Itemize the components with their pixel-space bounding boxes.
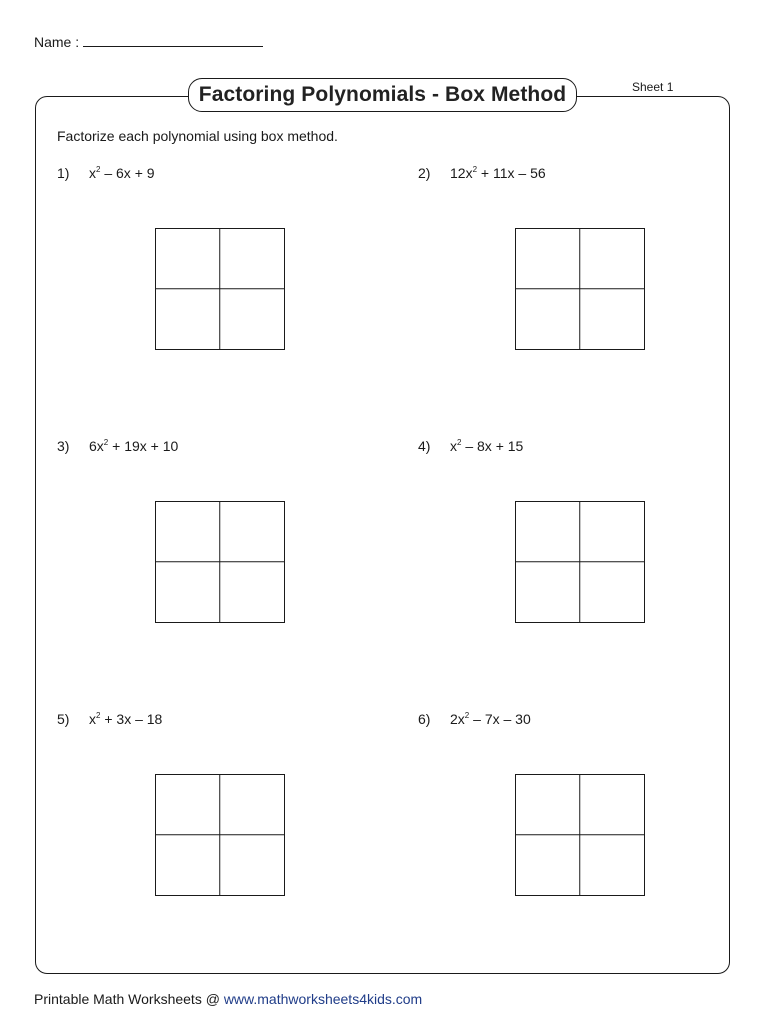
factor-box-grid — [155, 774, 285, 896]
polynomial-expression: $x^2 - 8x + 15$ — [450, 438, 524, 454]
factor-box-grid — [515, 774, 645, 896]
problem-6 — [418, 711, 531, 727]
factor-box-grid — [515, 501, 645, 623]
polynomial-expression: $x^2 - 6x + 9$ — [89, 165, 155, 181]
factor-box-grid — [155, 228, 285, 350]
name-label: Name : — [34, 34, 80, 50]
problem-number: 2) — [418, 165, 431, 181]
box-divider-horizontal — [516, 561, 644, 562]
footer-text: Printable Math Worksheets @ — [34, 991, 224, 1007]
footer — [34, 991, 422, 1007]
box-divider-horizontal — [156, 288, 284, 289]
problem-number: 4) — [418, 438, 431, 454]
box-divider-horizontal — [156, 561, 284, 562]
worksheet-title — [188, 78, 577, 112]
sheet-number: Sheet 1 — [632, 80, 674, 94]
polynomial-expression: $12x^2 + 11x - 56$ — [450, 165, 546, 181]
polynomial-expression: $x^2 + 3x - 18$ — [89, 711, 163, 727]
footer-website-link[interactable]: www.mathworksheets4kids.com — [223, 991, 423, 1007]
problem-number: 3) — [57, 438, 70, 454]
factor-box-grid — [155, 501, 285, 623]
problem-2 — [418, 165, 546, 181]
name-blank-line — [83, 32, 263, 47]
factor-box-grid — [515, 228, 645, 350]
problem-1 — [57, 165, 155, 181]
problem-4 — [418, 438, 523, 454]
polynomial-expression: $6x^2 + 19x + 10$ — [89, 438, 179, 454]
worksheet-title-text: Factoring Polynomials - Box Method — [198, 83, 567, 106]
box-divider-horizontal — [516, 834, 644, 835]
problem-number: 1) — [57, 165, 70, 181]
instructions-text: Factorize each polynomial using box method. — [57, 128, 338, 144]
name-field-row — [34, 32, 263, 50]
polynomial-expression: $2x^2 - 7x - 30$ — [450, 711, 531, 727]
problem-5 — [57, 711, 162, 727]
problem-3 — [57, 438, 178, 454]
problem-number: 6) — [418, 711, 431, 727]
problem-number: 5) — [57, 711, 70, 727]
box-divider-horizontal — [516, 288, 644, 289]
box-divider-horizontal — [156, 834, 284, 835]
